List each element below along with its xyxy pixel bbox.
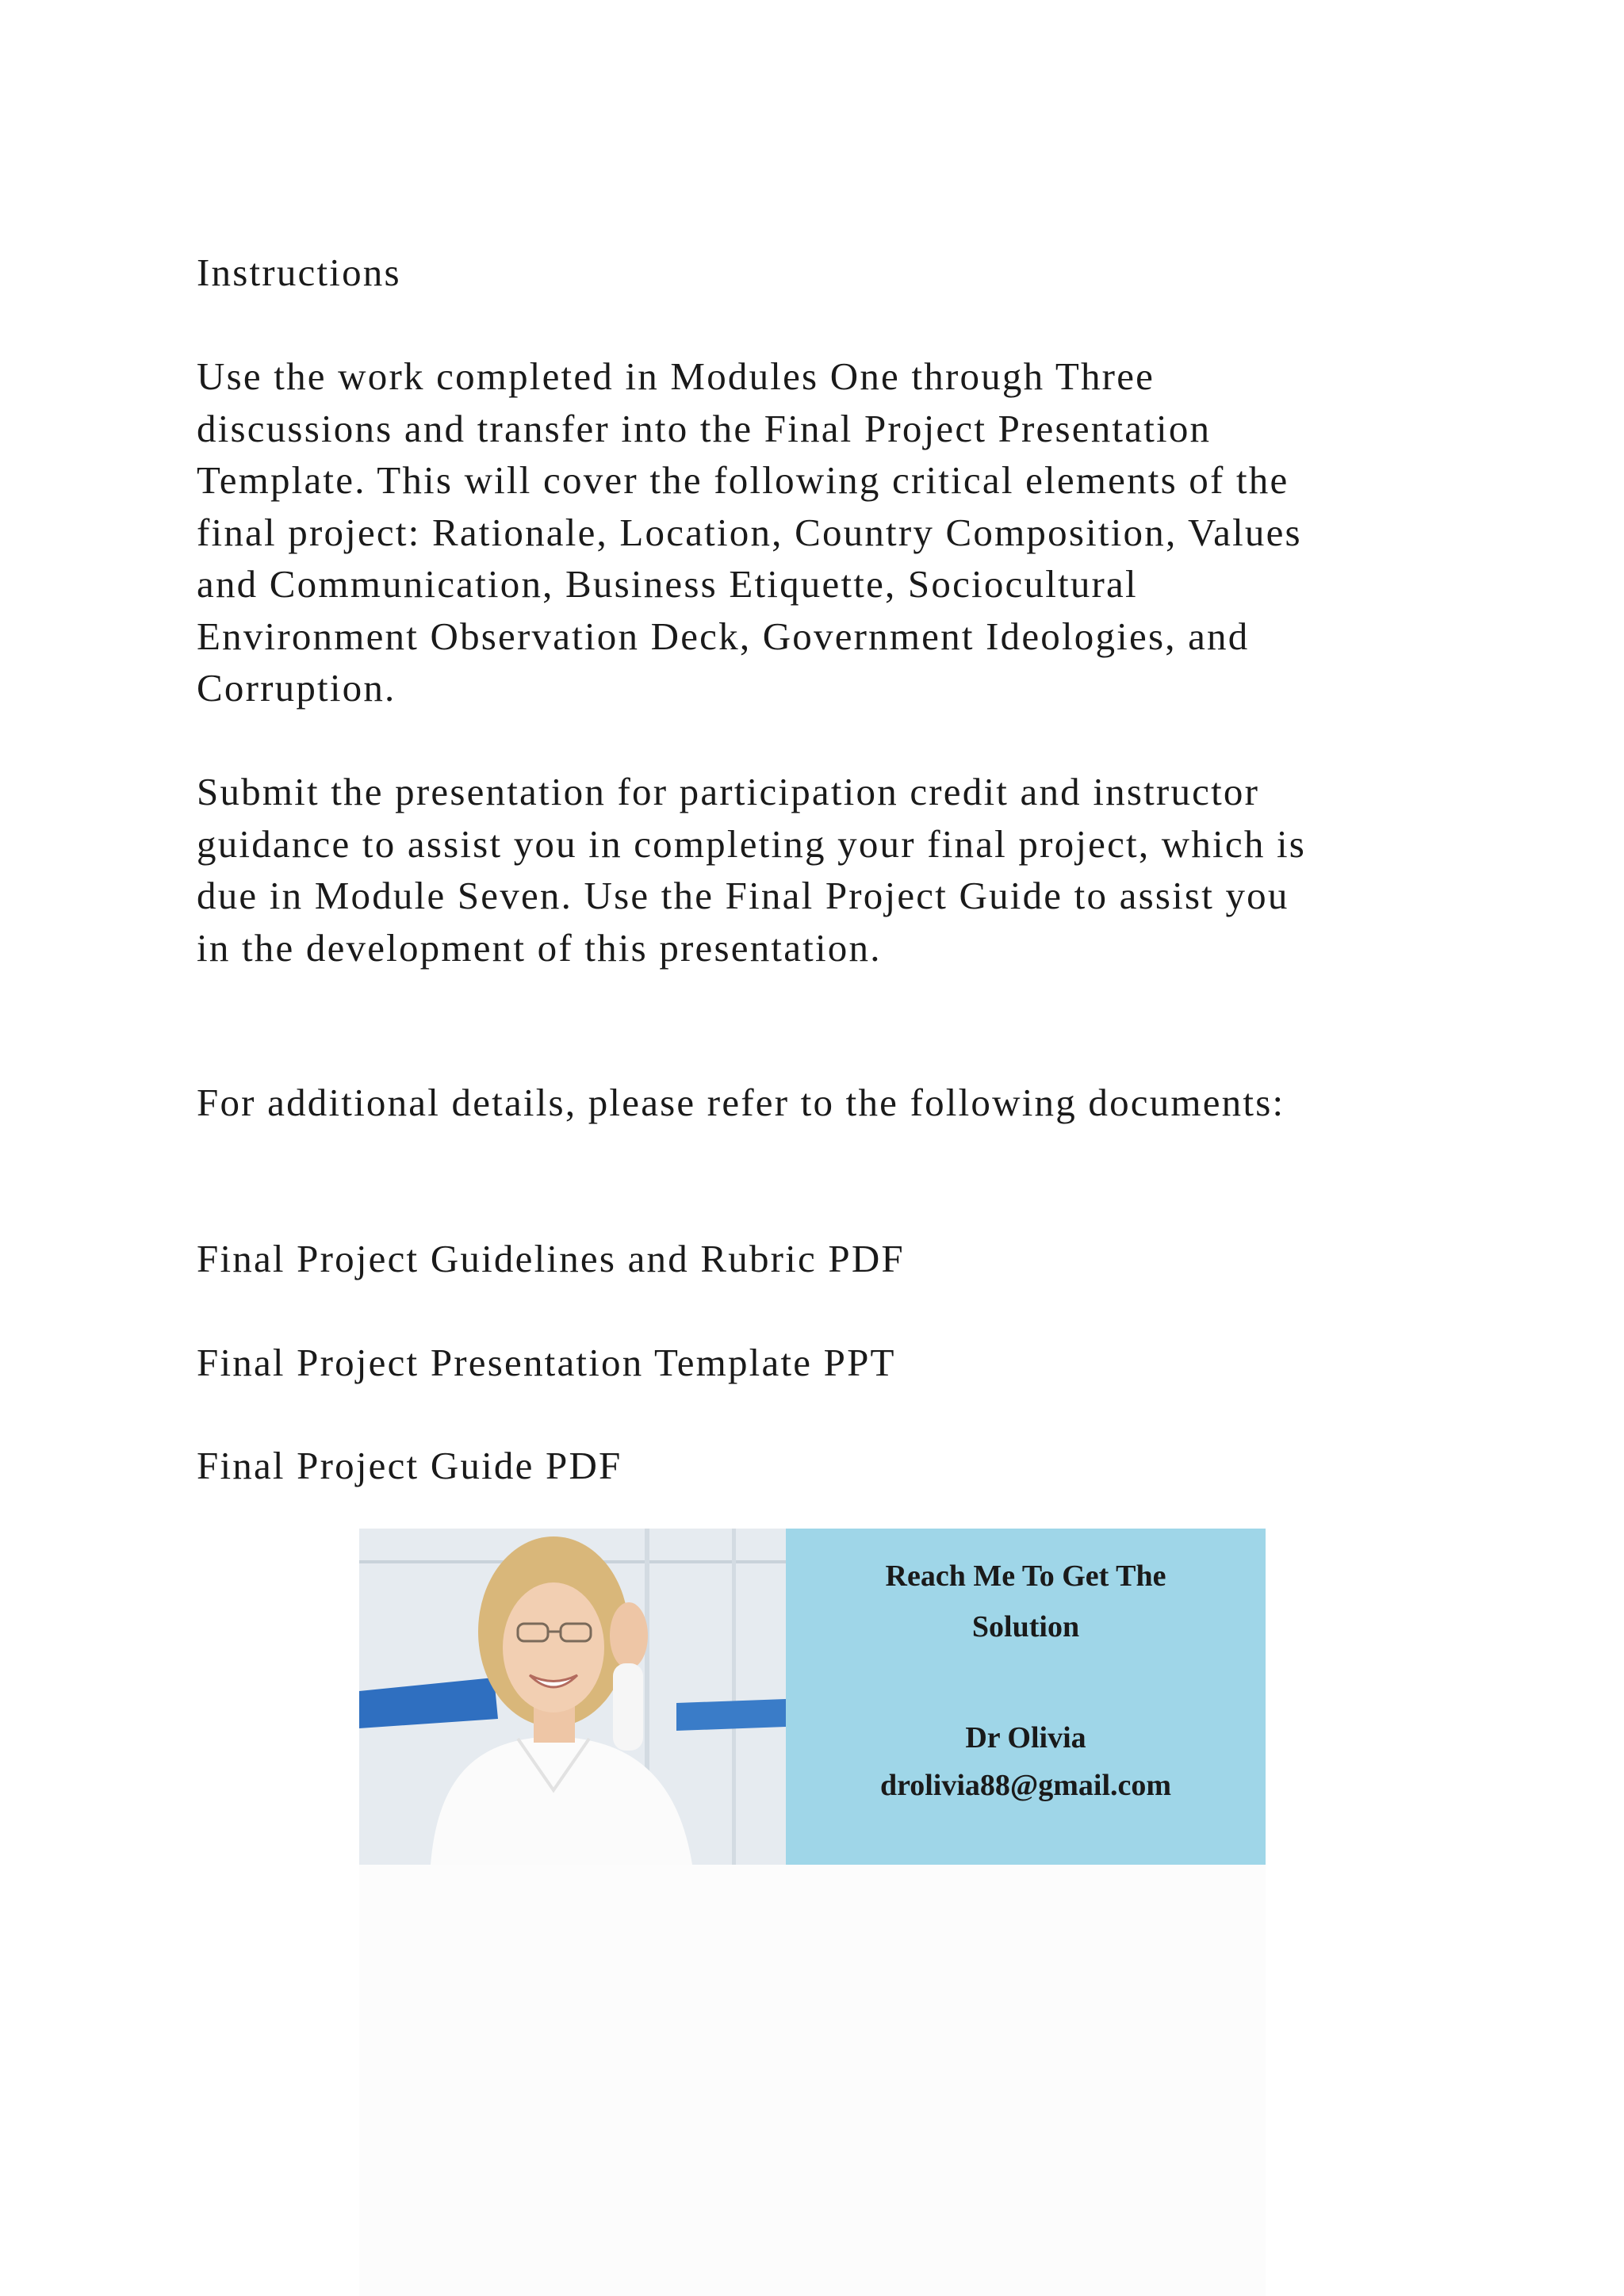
contact-panel [786, 1529, 1266, 1865]
paragraph-line: and Communication, Business Etiquette, Sociocultural [197, 562, 1138, 606]
paragraph-line: final project: Rationale, Location, Country Composition, Values [197, 510, 1302, 554]
instructions-heading: Instructions [197, 251, 401, 294]
contact-email[interactable]: drolivia88@gmail.com [879, 1769, 1172, 1802]
paragraph-line: Environment Observation Deck, Government Ideologies, and [197, 614, 1250, 658]
paragraph-line: discussions and transfer into the Final Project Presentation [197, 406, 1212, 450]
paragraph-line: due in Module Seven. Use the Final Project Guide to assist you [197, 874, 1289, 917]
banner-headline: Reach Me To Get The [885, 1559, 1166, 1593]
document-link-guidelines[interactable]: Final Project Guidelines and Rubric PDF [197, 1237, 905, 1280]
paragraph-line: guidance to assist you in completing your final project, which is [197, 821, 1307, 866]
blank-area [359, 1865, 1266, 2296]
banner-headline-continued: Solution [971, 1610, 1080, 1644]
paragraph-line: Template. This will cover the following critical elements of the [197, 458, 1289, 502]
document-link-template[interactable]: Final Project Presentation Template PPT [197, 1341, 896, 1384]
paragraph-line: Corruption. [197, 666, 396, 710]
paragraph-line: Submit the presentation for participation credit and instructor [197, 770, 1260, 813]
paragraph-line: Use the work completed in Modules One through Three [197, 354, 1155, 398]
paragraph-line: in the development of this presentation. [197, 925, 882, 970]
document-link-guide[interactable]: Final Project Guide PDF [197, 1444, 622, 1487]
contact-banner [359, 1529, 1266, 1865]
paragraph-intro [197, 350, 1465, 714]
paragraph-submit [197, 766, 1465, 974]
woman-photo [359, 1529, 786, 1865]
additional-details-text: For additional details, please refer to the following documents: [197, 1081, 1285, 1124]
contact-name: Dr Olivia [965, 1721, 1086, 1755]
